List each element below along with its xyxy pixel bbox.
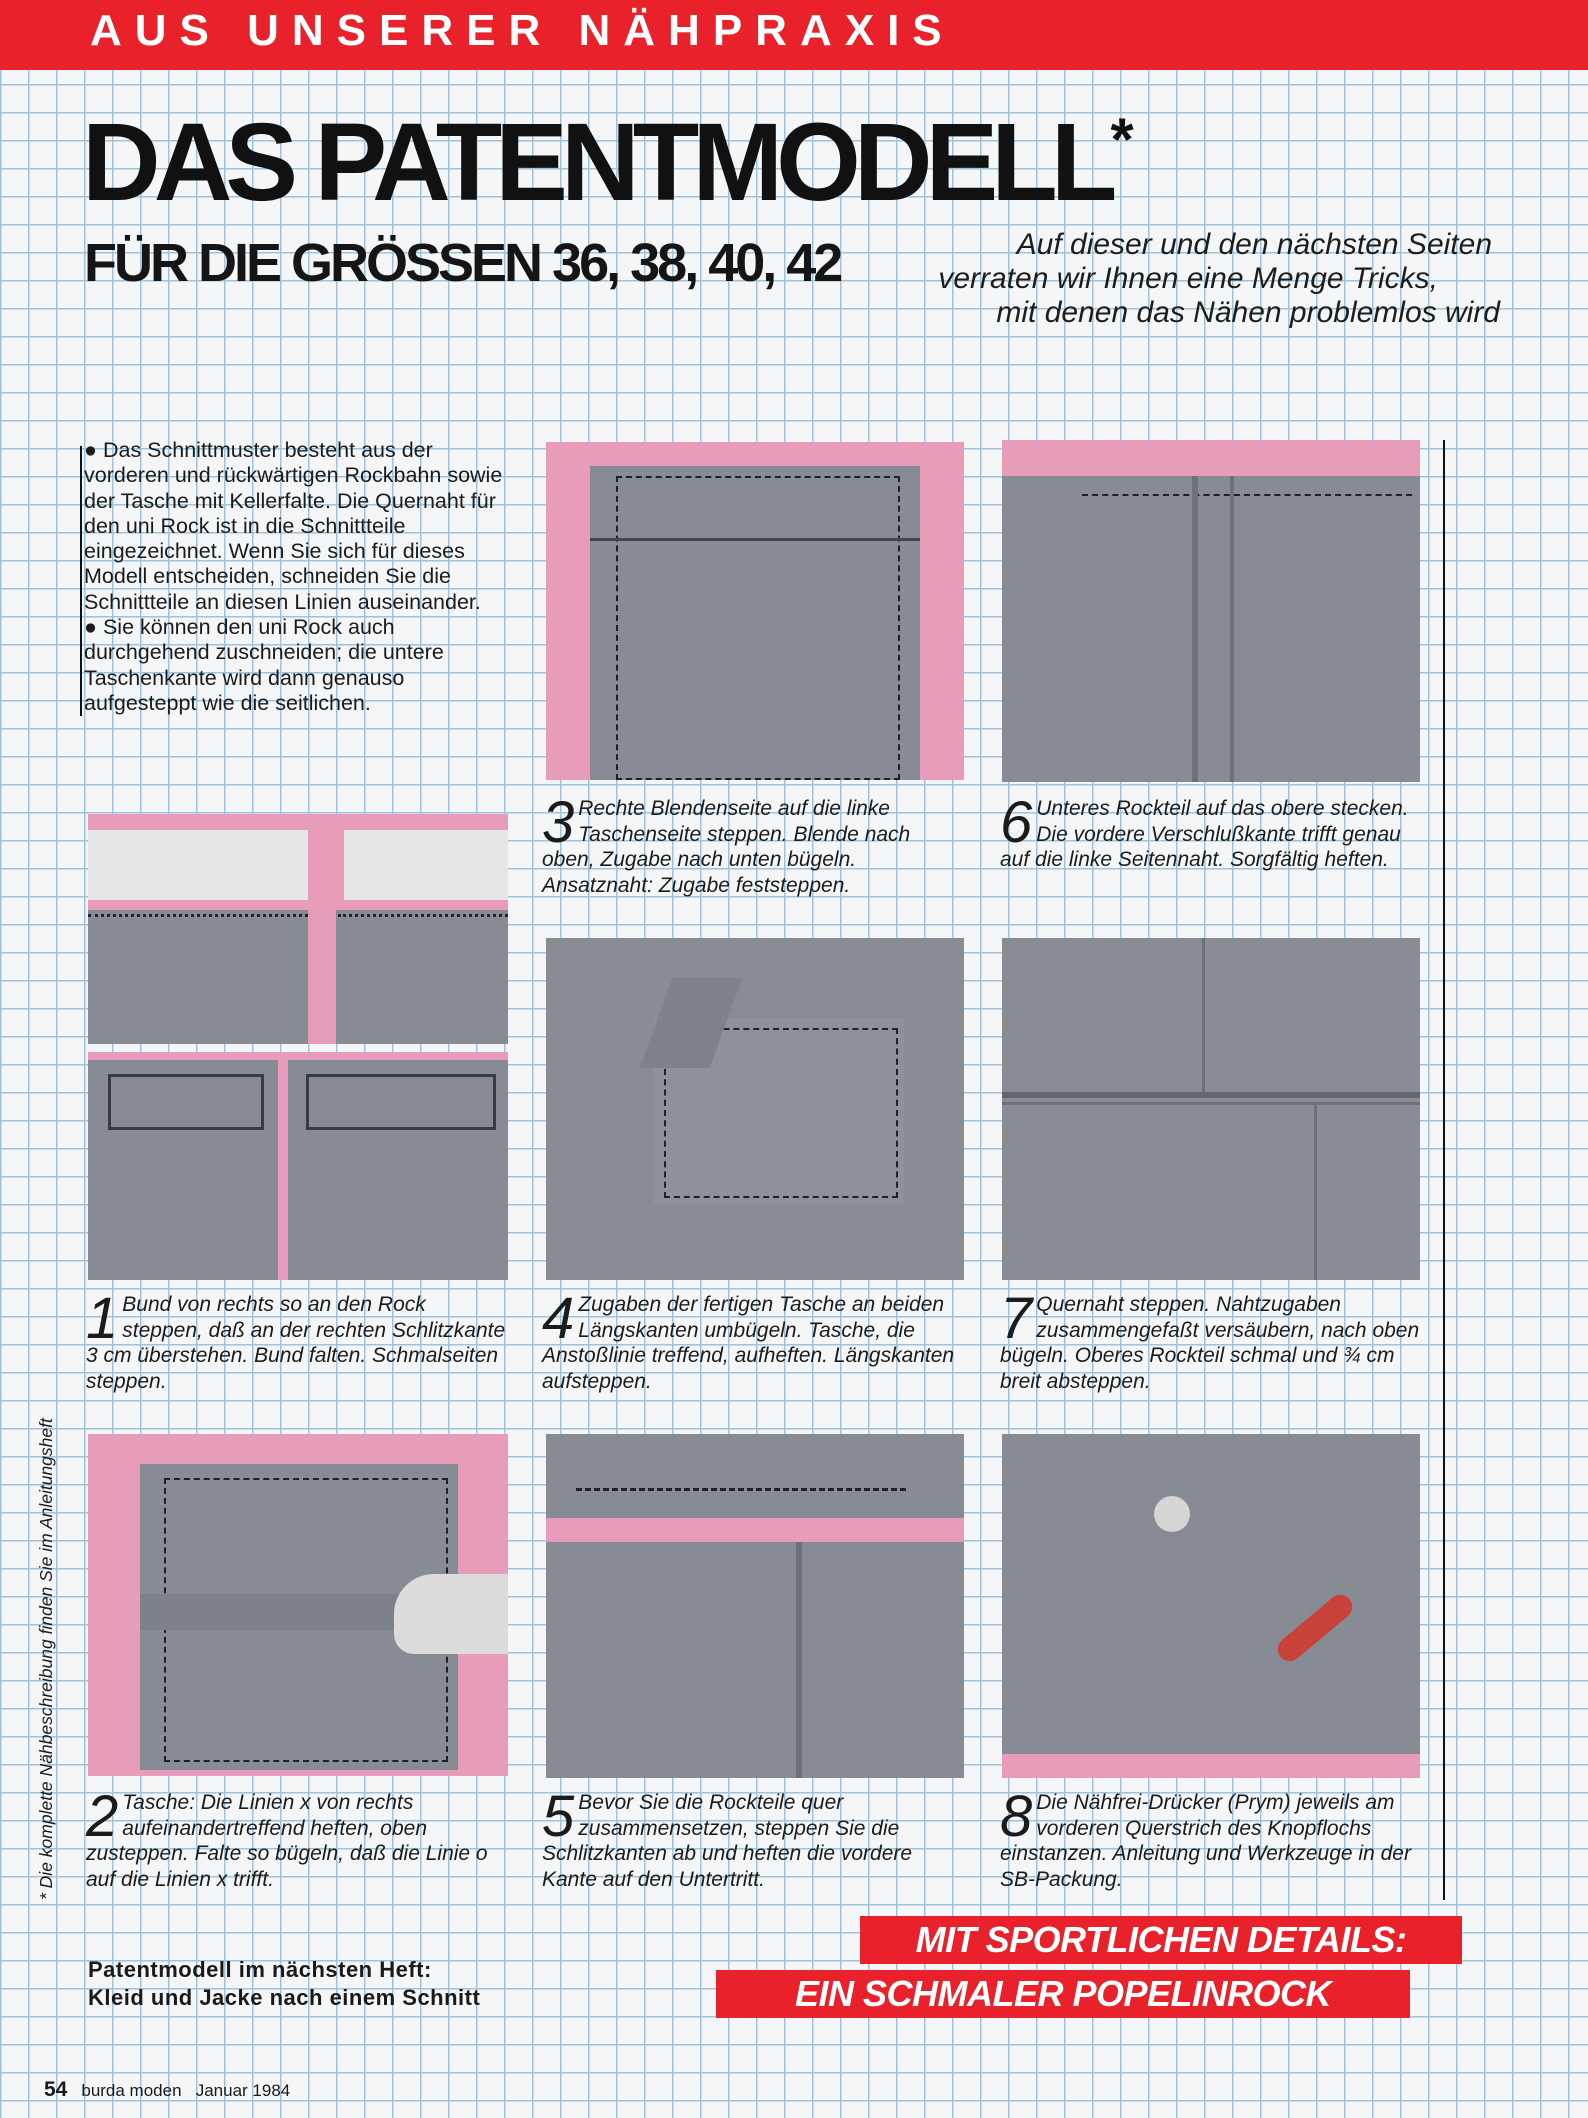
step-3-caption <box>542 790 968 898</box>
step-4-photo <box>546 938 964 1280</box>
page-title <box>82 101 1134 224</box>
page-number: 54 <box>44 2078 68 2101</box>
step-8-caption <box>1000 1784 1428 1892</box>
step-number: 4 <box>542 1286 575 1351</box>
page-footer <box>44 2078 290 2102</box>
step-5-photo <box>546 1434 964 1778</box>
step-text: Zugaben der fertigen Tasche an beiden Längskanten umbügeln. Tasche, die Anstoßlinie treffend, aufheften. Längskanten aufsteppen. <box>542 1293 955 1393</box>
intro-text <box>860 228 1500 330</box>
intro-line: verraten wir Ihnen eine Menge Tricks, <box>938 262 1438 295</box>
banner-top: MIT SPORTLICHEN DETAILS: <box>860 1916 1462 1964</box>
step-6-caption <box>1000 790 1428 873</box>
title-asterisk: * <box>1110 106 1134 174</box>
step-4-caption <box>542 1286 968 1394</box>
step-1-caption <box>86 1286 506 1394</box>
side-note: * Die komplette Nähbeschreibung finden Sie im Anleitungsheft <box>36 1418 56 1900</box>
section-label: AUS UNSERER NÄHPRAXIS <box>90 6 955 55</box>
step-text: Unteres Rockteil auf das obere stecken. Die vordere Verschlußkante trifft genau auf die linke Seitennaht. Sorgfältig heften. <box>1000 797 1409 871</box>
step-3-photo <box>546 442 964 780</box>
step-number: 7 <box>1000 1286 1033 1351</box>
step-1-photo-a <box>88 814 508 1044</box>
step-text: Bund von rechts so an den Rock steppen, daß an der rechten Schlitzkante 3 cm überstehen. Bund falten. Schmalseiten steppen. <box>86 1293 506 1393</box>
step-6-photo <box>1002 440 1420 782</box>
step-number: 1 <box>86 1286 119 1351</box>
pattern-description <box>84 438 504 716</box>
intro-line: mit denen das Nähen problemlos wird <box>996 296 1500 329</box>
column-rule-right <box>1443 440 1445 1900</box>
step-text: Rechte Blendenseite auf die linke Taschenseite steppen. Blende nach oben, Zugabe nach unten bügeln. Ansatznaht: Zugabe feststeppen. <box>542 797 911 897</box>
step-5-caption <box>542 1784 968 1892</box>
step-2-photo <box>88 1434 508 1776</box>
column-rule <box>80 446 82 716</box>
magazine-name: burda moden <box>81 2081 182 2100</box>
page-subtitle: FÜR DIE GRÖSSEN 36, 38, 40, 42 <box>84 233 841 293</box>
description-paragraph: ● Sie können den uni Rock auch durchgehend zuschneiden; die untere Taschenkante wird dann genauso aufgesteppt wie die seitlichen. <box>84 615 444 715</box>
next-issue-line: Patentmodell im nächsten Heft: <box>88 1957 432 1982</box>
step-number: 5 <box>542 1784 575 1849</box>
next-issue-line: Kleid und Jacke nach einem Schnitt <box>88 1985 481 2010</box>
step-text: Tasche: Die Linien x von rechts aufeinandertreffend heften, oben zusteppen. Falte so bügeln, daß die Linie o auf die Linien x trifft. <box>86 1791 488 1891</box>
step-8-photo <box>1002 1434 1420 1778</box>
intro-line: Auf dieser und den nächsten Seiten <box>1016 228 1492 261</box>
description-paragraph: ● Das Schnittmuster besteht aus der vorderen und rückwärtigen Rockbahn sowie der Tasche mit Kellerfalte. Die Quernaht für den uni Rock ist in die Schnittteile eingezeichnet. Wenn Sie sich für dieses Modell entscheiden, schneiden Sie die Schnittteile an diesen Linien auseinander. <box>84 438 503 614</box>
step-7-caption <box>1000 1286 1428 1394</box>
step-1-photo-b <box>88 1052 508 1280</box>
step-number: 8 <box>1000 1784 1033 1849</box>
step-text: Quernaht steppen. Nahtzugaben zusammengefaßt versäubern, nach oben bügeln. Oberes Rockteil schmal und ¾ cm breit absteppen. <box>1000 1293 1420 1393</box>
issue-date: Januar 1984 <box>195 2081 291 2100</box>
step-2-caption <box>86 1784 506 1892</box>
section-header-bar <box>0 0 1588 70</box>
step-number: 2 <box>86 1784 119 1849</box>
step-7-photo <box>1002 938 1420 1280</box>
next-issue-note <box>88 1956 480 2012</box>
step-text: Die Nähfrei-Drücker (Prym) jeweils am vorderen Querstrich des Knopflochs einstanzen. Anleitung und Werkzeuge in der SB-Packung. <box>1000 1791 1411 1891</box>
step-number: 3 <box>542 790 575 855</box>
title-text: DAS PATENTMODELL <box>82 101 1111 224</box>
step-text: Bevor Sie die Rockteile quer zusammensetzen, steppen Sie die Schlitzkanten ab und heften die vordere Kante auf den Untertritt. <box>542 1791 913 1891</box>
step-number: 6 <box>1000 790 1033 855</box>
banner-bottom: EIN SCHMALER POPELINROCK <box>716 1970 1410 2018</box>
